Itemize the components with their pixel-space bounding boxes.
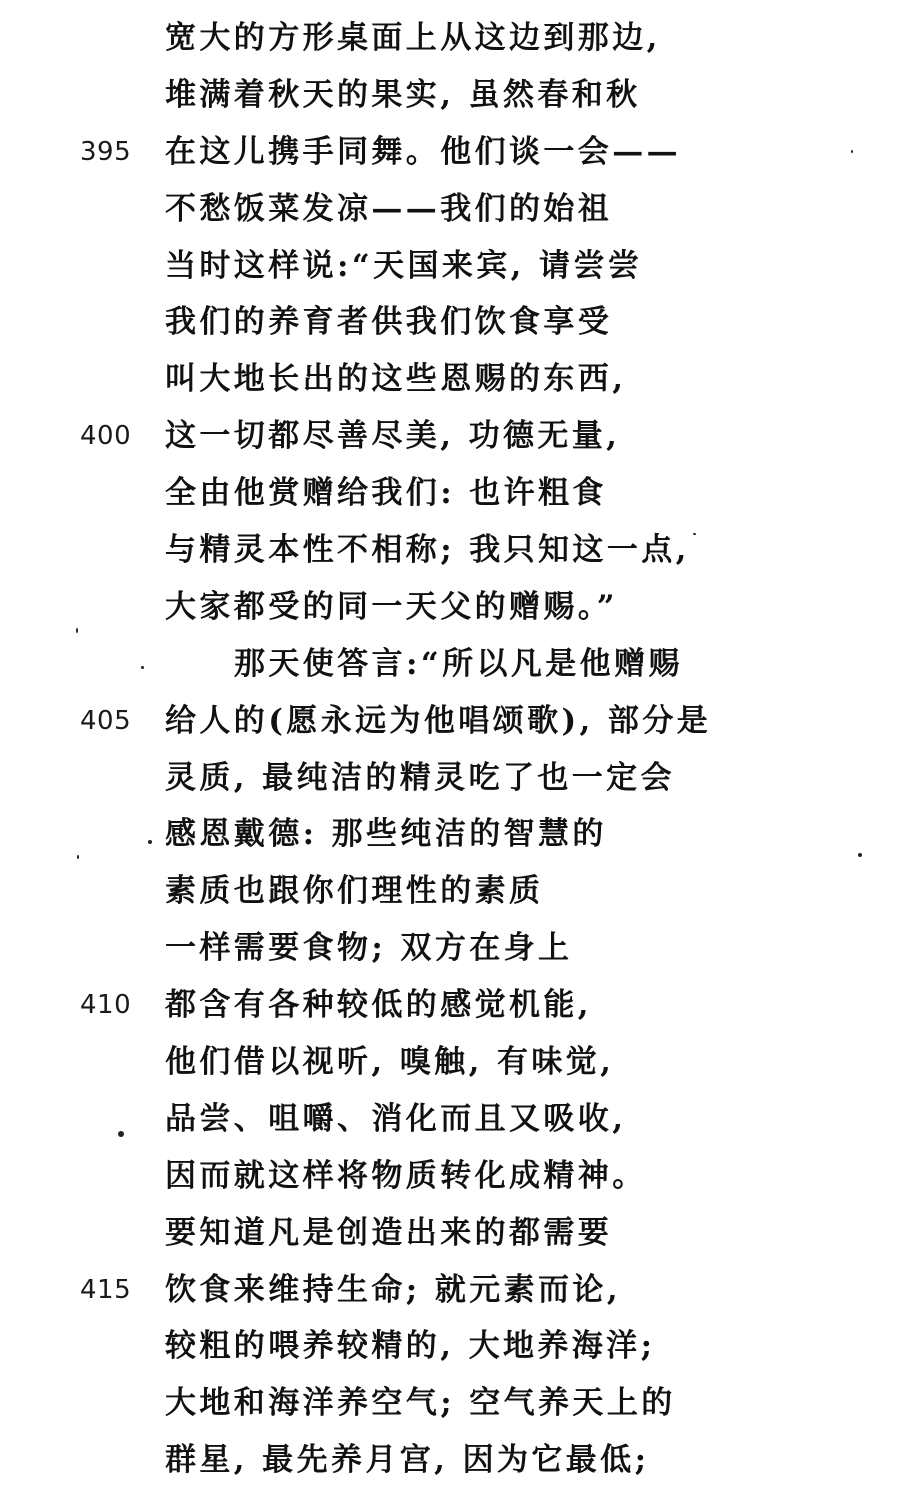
line-text: 不愁饭菜发凉——我们的始祖 (165, 190, 613, 227)
line-text: 与精灵本性不相称; 我只知这一点, (165, 532, 690, 569)
line-text: 宽大的方形桌面上从这边到那边, (165, 20, 661, 56)
scan-speck (851, 150, 853, 153)
line-text: 要知道凡是创造出来的都需要 (165, 1214, 613, 1251)
poem-line (0, 1205, 900, 1262)
poem-line (0, 863, 900, 920)
poem-line (0, 181, 900, 238)
poem-text (0, 10, 900, 1489)
poem-line (0, 636, 900, 693)
line-text: 较粗的喂养较精的, 大地养海洋; (165, 1328, 656, 1365)
line-number: 405 (80, 705, 132, 736)
scan-speck (77, 855, 79, 859)
scan-speck (141, 666, 144, 669)
line-text: 大地和海洋养空气; 空气养天上的 (165, 1385, 676, 1422)
line-text: 他们借以视听, 嗅触, 有味觉, (165, 1044, 615, 1081)
line-text: 这一切都尽善尽美, 功德无量, (165, 418, 621, 455)
poem-line (0, 806, 900, 863)
scan-speck (858, 853, 862, 857)
poem-line (0, 1375, 900, 1432)
scan-speck (693, 533, 696, 535)
line-text: 饮食来维持生命; 就元素而论, (165, 1271, 622, 1308)
poem-line (0, 1034, 900, 1091)
poem-line (0, 238, 900, 295)
poem-line (0, 294, 900, 351)
line-text: 一样需要食物; 双方在身上 (165, 930, 573, 967)
line-number: 410 (80, 990, 132, 1021)
line-text: 那天使答言:“所以凡是他赠赐 (234, 645, 683, 682)
poem-line (0, 693, 900, 750)
line-text: 在这儿携手同舞。他们谈一会—— (165, 133, 681, 170)
line-text: 堆满着秋天的果实, 虽然春和秋 (165, 76, 641, 113)
poem-line (0, 124, 900, 181)
poem-line (0, 351, 900, 408)
poem-line (0, 1318, 900, 1375)
line-text: 群星, 最先养月宫, 因为它最低; (165, 1442, 650, 1479)
line-text: 都含有各种较低的感觉机能, (165, 987, 592, 1024)
line-text: 灵质, 最纯洁的精灵吃了也一定会 (165, 759, 675, 796)
poem-line (0, 522, 900, 579)
poem-line (0, 10, 900, 67)
poem-line (0, 579, 900, 636)
poem-line (0, 67, 900, 124)
poem-line (0, 1091, 900, 1148)
line-text: 我们的养育者供我们饮食享受 (165, 304, 613, 341)
line-number: 415 (80, 1274, 132, 1305)
line-text: 品尝、咀嚼、消化而且又吸收, (165, 1100, 627, 1137)
poem-line (0, 1262, 900, 1319)
line-number: 400 (80, 421, 132, 452)
poem-line (0, 977, 900, 1034)
scan-speck (148, 840, 152, 844)
poem-line (0, 920, 900, 977)
poem-line (0, 408, 900, 465)
line-text: 全由他赏赠给我们: 也许粗食 (165, 475, 607, 512)
poem-line (0, 1432, 900, 1489)
line-text: 素质也跟你们理性的素质 (165, 873, 544, 910)
scan-speck (118, 1131, 124, 1137)
poem-line (0, 750, 900, 807)
line-text: 给人的(愿永远为他唱颂歌), 部分是 (165, 702, 712, 739)
line-text: 大家都受的同一天父的赠赐。” (165, 588, 618, 625)
line-text: 感恩戴德: 那些纯洁的智慧的 (165, 816, 607, 853)
scan-speck (76, 628, 78, 633)
poem-line (0, 1148, 900, 1205)
poem-line (0, 465, 900, 522)
line-text: 因而就这样将物质转化成精神。 (165, 1157, 647, 1194)
line-text: 当时这样说:“天国来宾, 请尝尝 (165, 247, 643, 284)
line-number: 395 (80, 136, 132, 167)
line-text: 叫大地长出的这些恩赐的东西, (165, 361, 627, 398)
